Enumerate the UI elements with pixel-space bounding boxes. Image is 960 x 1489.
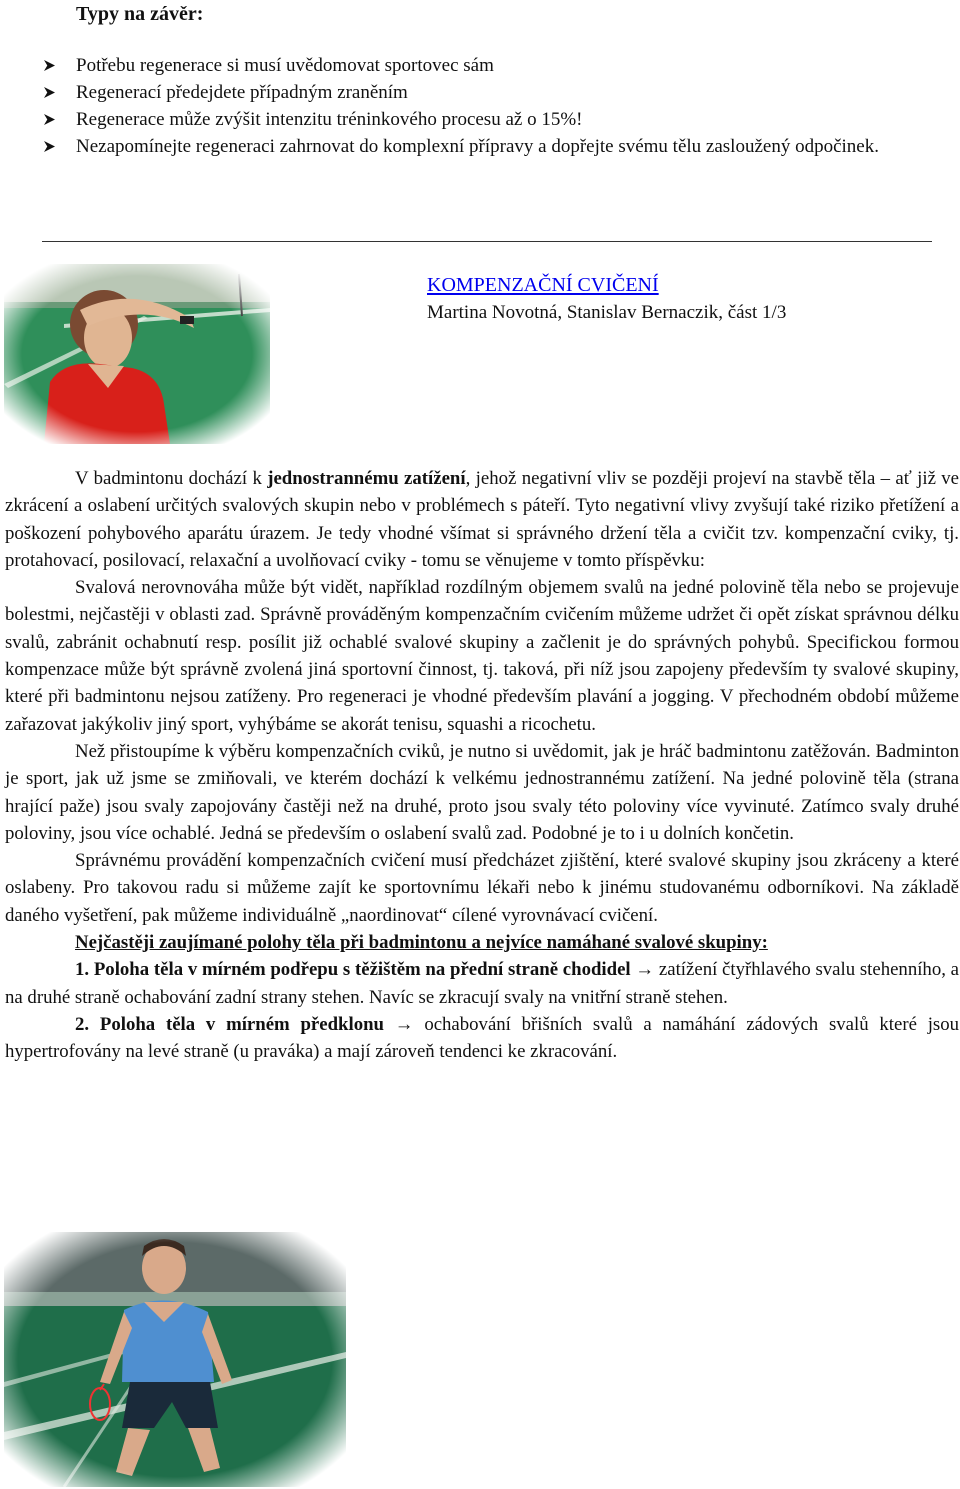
arrow-bullet-icon — [44, 87, 55, 98]
arrow-bullet-icon — [44, 114, 55, 125]
section-divider — [42, 241, 932, 242]
arrow-bullet-icon — [44, 60, 55, 71]
article-body — [5, 465, 959, 1066]
list-item: Regenerací předejdete případným zraněním — [40, 79, 958, 106]
list-item: Potřebu regenerace si musí uvědomovat sportovec sám — [40, 52, 958, 79]
list-item: Nezapomínejte regeneraci zahrnovat do komplexní přípravy a dopřejte svému tělu zasloužený odpočinek. — [40, 133, 958, 160]
subheading-positions: Nejčastěji zaujímané polohy těla při badmintonu a nejvíce namáhané svalové skupiny: — [75, 932, 768, 954]
photo-player-stretching — [4, 264, 270, 444]
arrow-right-icon: → — [383, 1013, 425, 1035]
position-item-1: 1. Poloha těla v mírném podřepu s těžištěm na přední straně chodidel → zatížení čtyřhlavého svalu stehenního, a na druhé straně ochabování zadní strany stehen. Navíc se zkracují svaly na vnitřní straně stehen. — [5, 959, 959, 1008]
paragraph-load: Než přistoupíme k výběru kompenzačních cviků, je nutno si uvědomit, jak je hráč badmintonu zatěžován. Badminton je sport, jak už jsme se zmiňovali, ve kterém dochází k velkému jednostrannému zatížení. Na jedné polovině těla (strana hrající paže) jsou svaly zapojovány častěji než na druhé, proto jsou svaly této poloviny více vyvinuté. Zatímco svaly druhé poloviny, jsou více ochablé. Jedná se především o oslabení svalů zad. Podobné je to i u dolních končetin. — [5, 740, 959, 844]
tips-list — [40, 52, 958, 160]
list-item: Regenerace může zvýšit intenzitu tréninkového procesu až o 15%! — [40, 106, 958, 133]
article-authors: Martina Novotná, Stanislav Bernaczik, část 1/3 — [427, 302, 787, 323]
tips-heading: Typy na závěr: — [76, 3, 204, 25]
article-title[interactable]: KOMPENZAČNÍ CVIČENÍ — [427, 274, 659, 296]
paragraph-imbalance: Svalová nerovnováha může být vidět, například rozdílným objemem svalů na jedné polovině těla nebo se projevuje bolestmi, nejčastěji v oblasti zad. Správně prováděným kompenzačním cvičením můžeme udržet či opět získat správnou délku svalů, zabránit ochabnutí resp. posílit již ochablé svalové skupiny a začlenit je do správných pohybů. Specifickou formou kompenzace může být správně zvolená jiná sportovní činnost, tj. taková, při níž jsou zapojeny především ty svalové skupiny, které při badmintonu nejsou zatíženy. Pro regeneraci je vhodné především plavání a jogging. V přechodném období můžeme zařazovat jakýkoliv jiný sport, vyhýbáme se akorát tenisu, squashi a ricochetu. — [5, 577, 959, 735]
arrow-right-icon: → — [630, 959, 659, 981]
arrow-bullet-icon — [44, 141, 55, 152]
photo-player-ready-stance — [4, 1232, 346, 1487]
paragraph-intro: V badmintonu dochází k jednostrannému zatížení, jehož negativní vliv se později projeví na stavbě těla – ať již ve zkrácení a oslabení určitých svalových skupin nebo v problémech s páteří. Tyto negativní vlivy zvyšují také riziko přetížení a poškození pohybového aparátu úrazem. Je tedy vhodné všímat si správného držení těla a cvičit tzv. kompenzační cviky, tj. protahovací, posilovací, relaxační a uvolňovací cviky - tomu se věnujeme v tomto příspěvku: — [5, 468, 959, 571]
paragraph-diagnosis: Správnému provádění kompenzačních cvičení musí předcházet zjištění, které svalové skupiny jsou zkráceny a které oslabeny. Pro takovou radu si můžeme zajít ke sportovnímu lékaři nebo k jinému studovanému odborníkovi. Na základě daného vyšetření, pak můžeme individuálně „naordinovat“ cílené vyrovnávací cvičení. — [5, 850, 959, 926]
position-item-2: 2. Poloha těla v mírném předklonu → ochabování břišních svalů a namáhání zádových svalů které jsou hypertrofovány na levé straně (u praváka) a mají zároveň tendenci ke zkracování. — [5, 1013, 960, 1063]
